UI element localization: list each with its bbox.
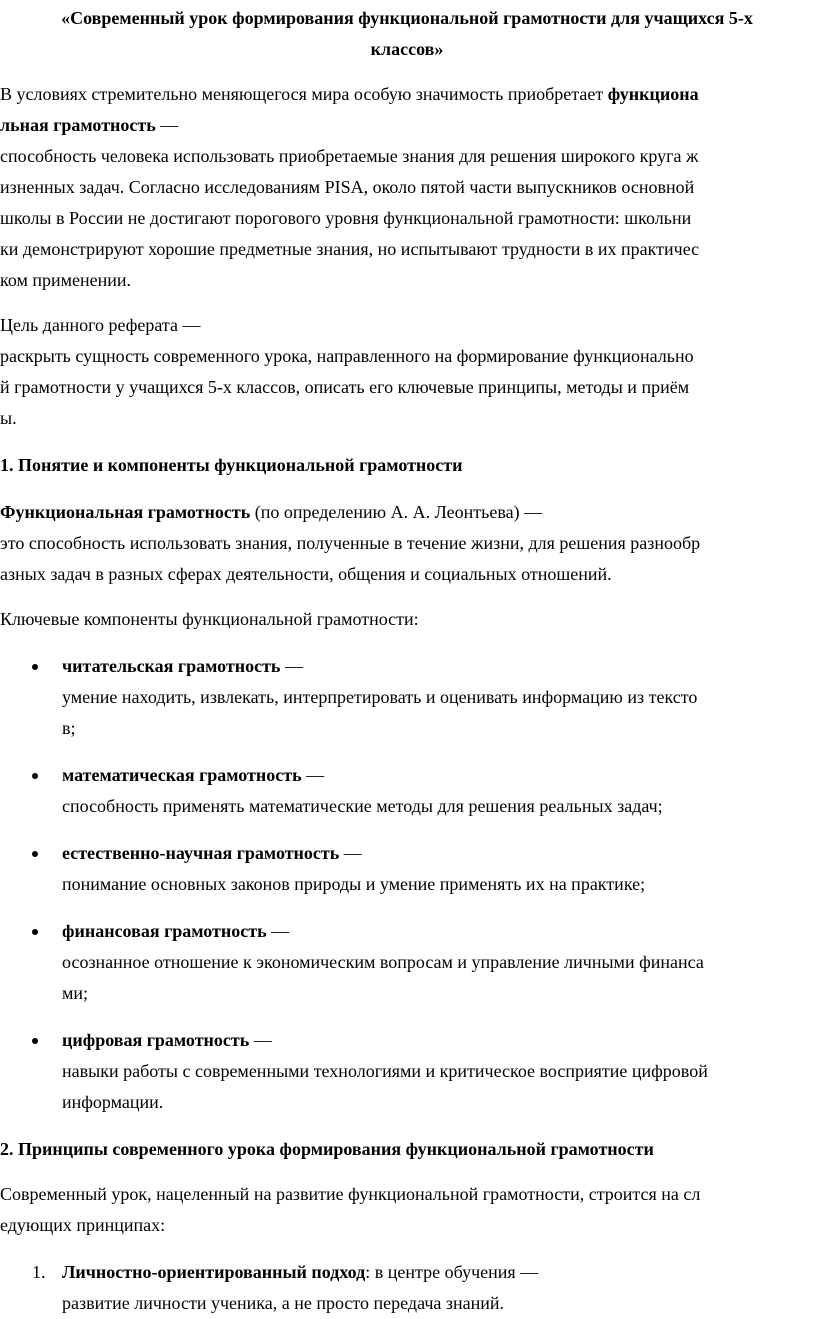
title-line-2: классов» [370, 39, 444, 59]
intro-line: ком применении. [0, 270, 132, 290]
component-term: финансовая грамотность [62, 921, 267, 941]
component-line: умение находить, извлекать, интерпретировать и оценивать информацию из тексто [62, 687, 698, 707]
intro-text: В условиях стремительно меняющегося мира особую значимость приобретает [0, 84, 608, 104]
goal-line: ы. [0, 408, 17, 428]
intro-line: изненных задач. Согласно исследованиям PISA, около пятой части выпускников основной [0, 177, 695, 197]
principles-intro [0, 1179, 814, 1241]
title-line-1: «Современный урок формирования функциональной грамотности для учащихся 5-х [61, 8, 753, 28]
principle-line [62, 1257, 814, 1288]
bullet-icon [32, 664, 38, 670]
component-dash: — [249, 1030, 272, 1050]
intro-line [0, 79, 814, 110]
component-dash: — [266, 921, 290, 941]
definition-line [0, 497, 814, 528]
list-item [0, 651, 814, 744]
definition-text: (по определению А. А. Леонтьева) — [250, 502, 543, 522]
bullet-icon [32, 929, 38, 935]
component-line: способность применять математические методы для решения реальных задач; [62, 796, 663, 816]
component-dash: — [339, 843, 362, 863]
list-item [0, 760, 814, 822]
components-intro: Ключевые компоненты функциональной грамотности: [0, 609, 419, 629]
intro-term: функциона [607, 84, 699, 104]
principle-line: развитие личности ученика, а не просто передача знаний. [62, 1293, 505, 1313]
intro-line [0, 110, 814, 141]
component-line [62, 916, 814, 947]
component-line [62, 760, 814, 791]
goal-line: раскрыть сущность современного урока, направленного на формирование функционально [0, 346, 694, 366]
component-line: понимание основных законов природы и умение применять их на практике; [62, 874, 646, 894]
definition-line: это способность использовать знания, полученные в течение жизни, для решения разнообр [0, 533, 701, 553]
intro-line: школы в России не достигают порогового уровня функциональной грамотности: школьни [0, 208, 692, 228]
component-line: ми; [62, 983, 89, 1003]
component-dash: — [301, 765, 325, 785]
intro-text: — [155, 115, 179, 135]
component-term: математическая грамотность [62, 765, 302, 785]
definition-line: азных задач в разных сферах деятельности, общения и социальных отношений. [0, 564, 612, 584]
principle-term: Личностно-ориентированный подход [62, 1262, 366, 1282]
bullet-icon [32, 851, 38, 857]
bullet-icon [32, 773, 38, 779]
component-line [62, 1025, 814, 1056]
bullet-icon [32, 1038, 38, 1044]
document-title [0, 0, 814, 65]
component-line: информации. [62, 1092, 164, 1112]
definition-term: Функциональная грамотность [0, 502, 251, 522]
components-list [0, 651, 814, 1118]
principles-intro-line: едующих принципах: [0, 1215, 166, 1235]
goal-paragraph [0, 310, 814, 434]
intro-line: ки демонстрируют хорошие предметные знания, но испытывают трудности в их практичес [0, 239, 700, 259]
component-term: читательская грамотность [62, 656, 281, 676]
list-item [0, 1025, 814, 1118]
component-line: в; [62, 718, 76, 738]
intro-line: способность человека использовать приобретаемые знания для решения широкого круга ж [0, 146, 699, 166]
goal-line: Цель данного реферата — [0, 315, 201, 335]
component-line: осознанное отношение к экономическим вопросам и управление личными финанса [62, 952, 704, 972]
component-term: цифровая грамотность [62, 1030, 250, 1050]
principles-intro-line: Современный урок, нацеленный на развитие функциональной грамотности, строится на сл [0, 1184, 701, 1204]
list-item [0, 838, 814, 900]
component-term: естественно-научная грамотность [62, 843, 340, 863]
component-line [62, 651, 814, 682]
intro-paragraph [0, 79, 814, 296]
principle-text: : в центре обучения — [365, 1262, 539, 1282]
intro-term: льная грамотность [0, 115, 156, 135]
goal-line: й грамотности у учащихся 5-х классов, описать его ключевые принципы, методы и приём [0, 377, 690, 397]
section-1-heading: 1. Понятие и компоненты функциональной грамотности [0, 455, 463, 475]
list-item [0, 1257, 814, 1319]
section-2-heading: 2. Принципы современного урока формирования функциональной грамотности [0, 1139, 654, 1159]
definition-paragraph [0, 497, 814, 590]
component-line: навыки работы с современными технологиями и критическое восприятие цифровой [62, 1061, 708, 1081]
principle-number: 1. [32, 1262, 46, 1282]
component-line [62, 838, 814, 869]
component-dash: — [280, 656, 303, 676]
principles-list [0, 1257, 814, 1319]
list-item [0, 916, 814, 1009]
